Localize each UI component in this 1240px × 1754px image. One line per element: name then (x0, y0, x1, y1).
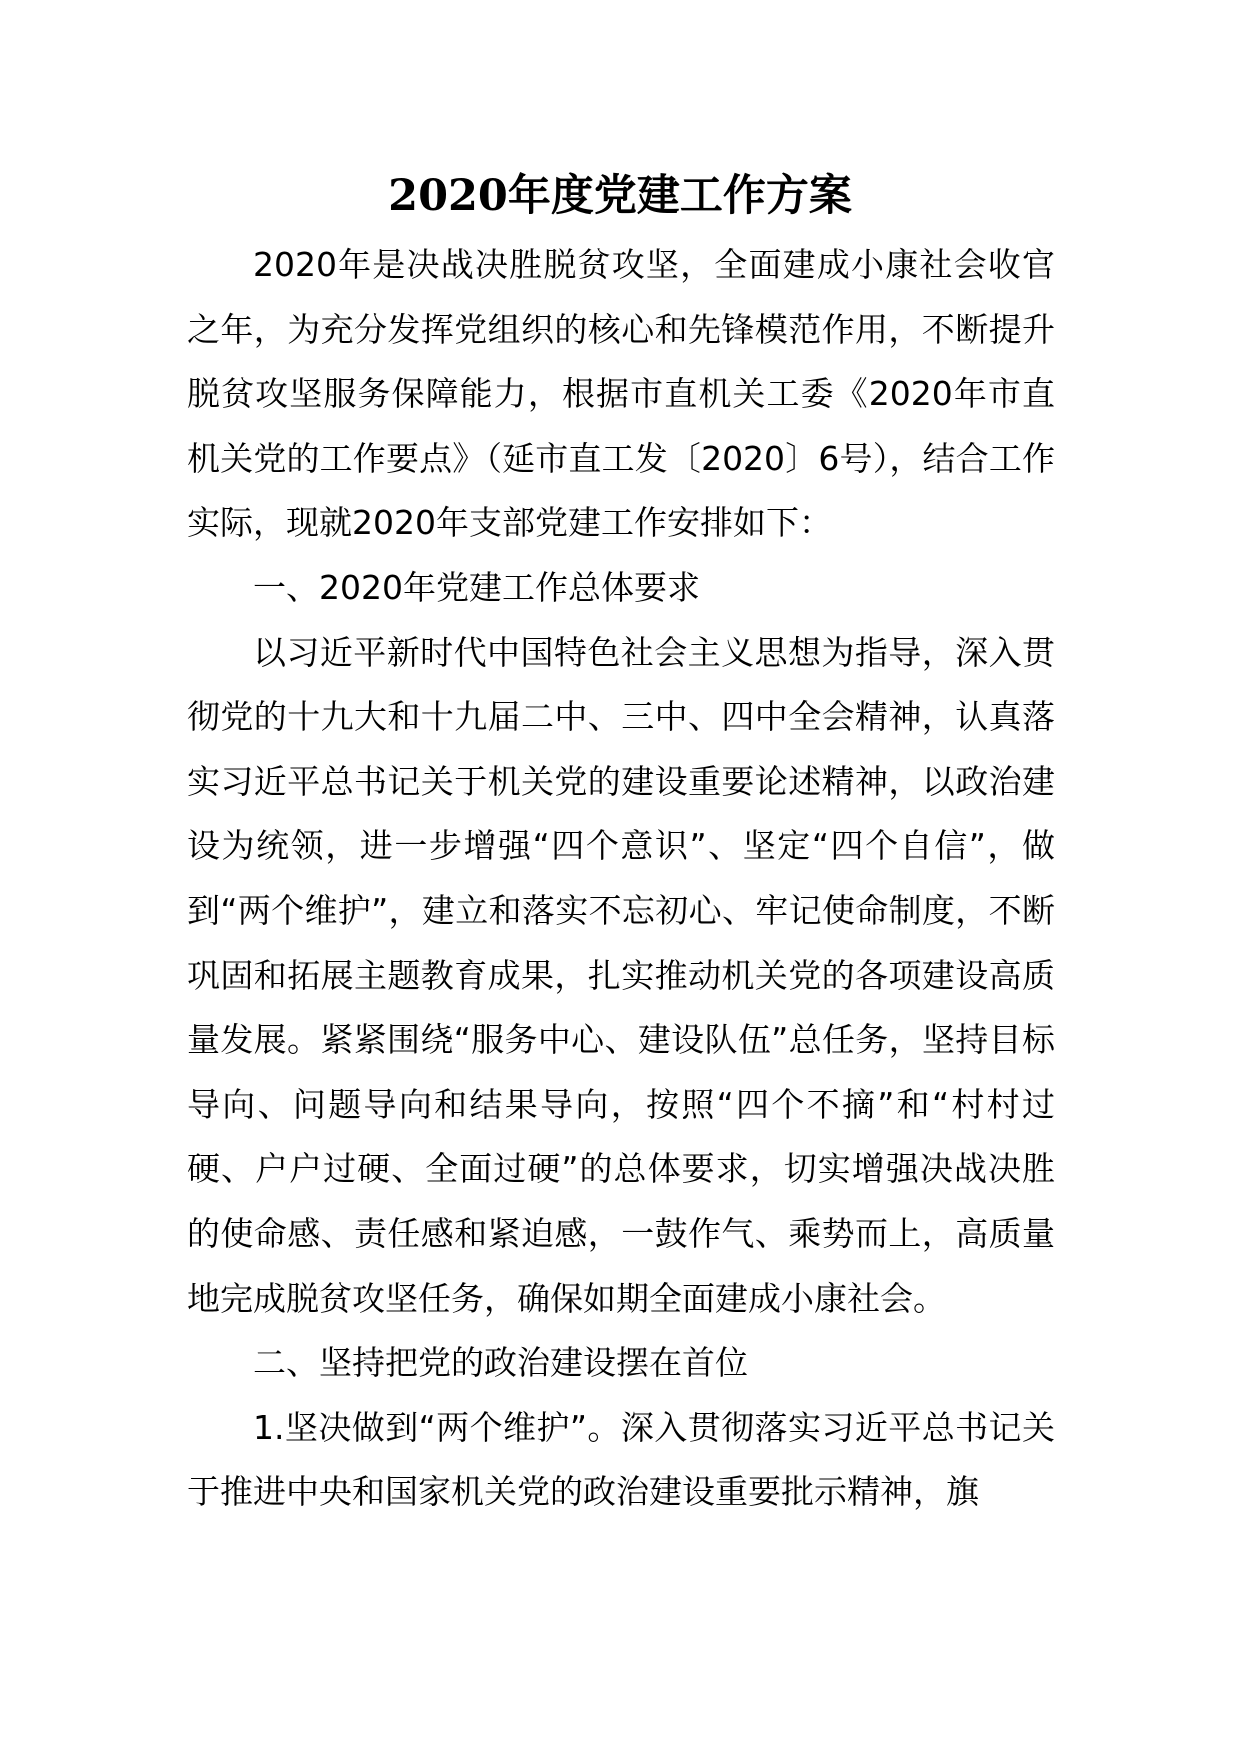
intro-paragraph: 2020年是决战决胜脱贫攻坚，全面建成小康社会收官之年，为充分发挥党组织的核心和先锋模范作用，不断提升脱贫攻坚服务保障能力，根据市直机关工委《2020年市直机关党的工作要点》（延市直工发〔2020〕6号），结合工作实际，现就2020年支部党建工作安排如下： (187, 245, 1055, 543)
section-1-paragraph: 以习近平新时代中国特色社会主义思想为指导，深入贯彻党的十九大和十九届二中、三中、四中全会精神，认真落实习近平总书记关于机关党的建设重要论述精神，以政治建设为统领，进一步增强“四个意识”、坚定“四个自信”，做到“两个维护”，建立和落实不忘初心、牢记使命制度，不断巩固和拓展主题教育成果，扎实推动机关党的各项建设高质量发展。紧紧围绕“服务中心、建设队伍”总任务，坚持目标导向、问题导向和结果导向，按照“四个不摘”和“村村过硬、户户过硬、全面过硬”的总体要求，切实增强决战决胜的使命感、责任感和紧迫感，一鼓作气、乘势而上，高质量地完成脱贫攻坚任务，确保如期全面建成小康社会。 (187, 632, 1055, 1318)
section-1-heading: 一、2020年党建工作总体要求 (253, 567, 700, 607)
section-2-heading: 二、坚持把党的政治建设摆在首位 (253, 1343, 748, 1383)
document-body (187, 233, 1055, 1525)
section-2-paragraph: 1.坚决做到“两个维护”。深入贯彻落实习近平总书记关于推进中央和国家机关党的政治建设重要批示精神，旗 (187, 1407, 1055, 1512)
document-title: 2020年度党建工作方案 (388, 171, 852, 221)
